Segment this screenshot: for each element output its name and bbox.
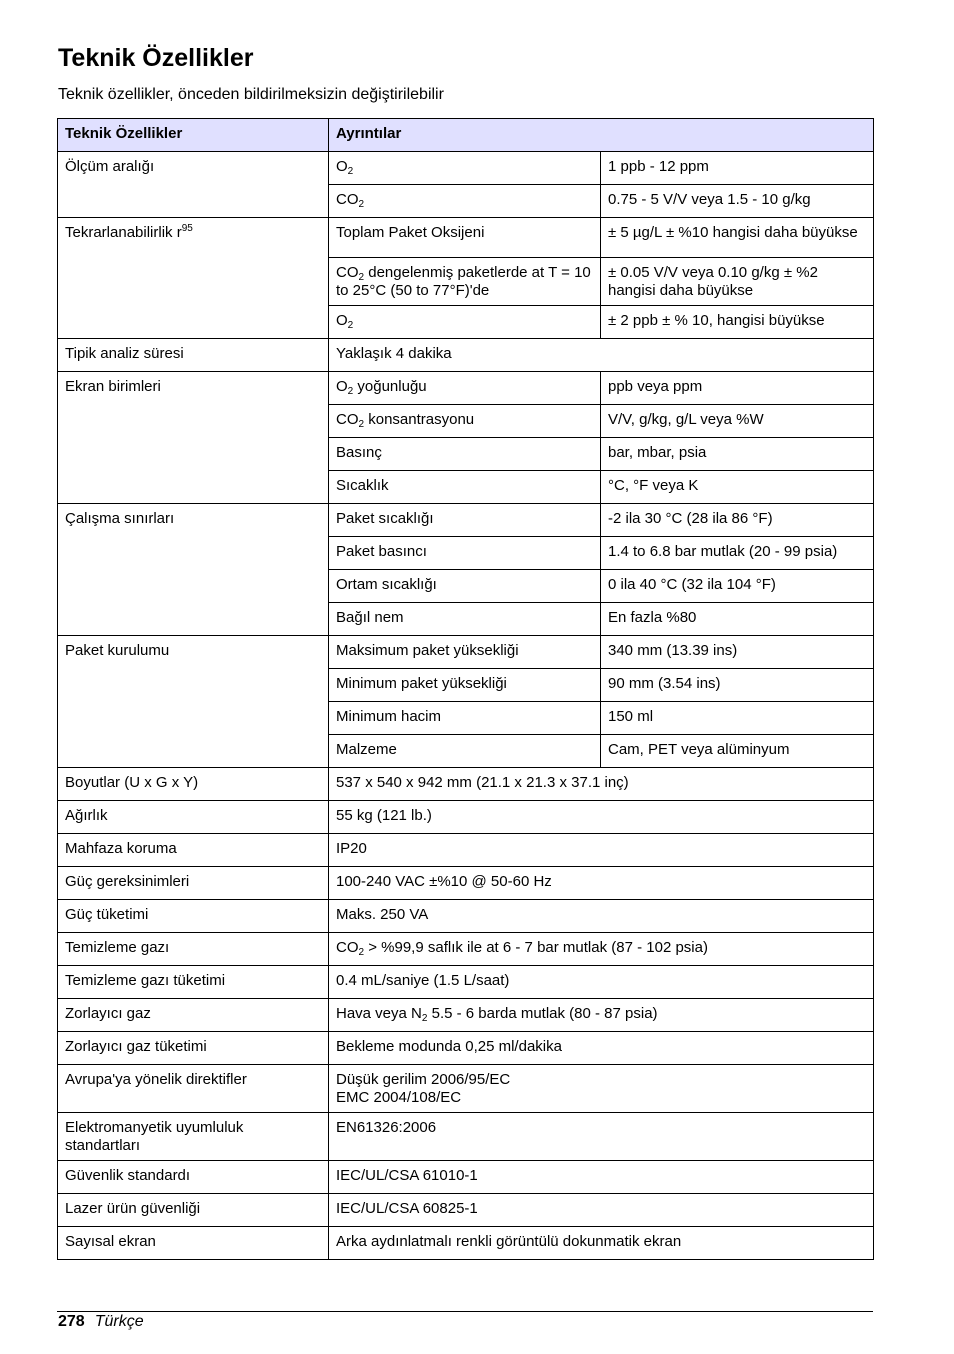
table-row [58, 339, 874, 372]
detail-cell: Paket basıncı [329, 537, 601, 570]
value-cell: IEC/UL/CSA 60825-1 [329, 1194, 874, 1227]
spec-cell: Çalışma sınırları [58, 504, 329, 636]
value-cell: ± 0.05 V/V veya 0.10 g/kg ± %2 hangisi daha büyükse [601, 258, 874, 306]
value-cell: ± 5 µg/L ± %10 hangisi daha büyükse [601, 218, 874, 258]
value-cell: bar, mbar, psia [601, 438, 874, 471]
page-footer [58, 1313, 144, 1331]
value-cell: $CO_2 > \%99,9$ saflık ile at 6 - 7 bar mutlak (87 - 102 psia) [329, 933, 874, 966]
value-cell: 150 ml [601, 702, 874, 735]
value-cell: °C, °F veya K [601, 471, 874, 504]
value-cell: Maks. 250 VA [329, 900, 874, 933]
spec-cell: Güç gereksinimleri [58, 867, 329, 900]
value-cell: ± 2 ppb ± % 10, hangisi büyükse [601, 306, 874, 339]
detail-cell: Basınç [329, 438, 601, 471]
spec-cell: Temizleme gazı tüketimi [58, 966, 329, 999]
table-row [58, 933, 874, 966]
page-title: Teknik Özellikler [58, 44, 254, 72]
table-header-row [58, 119, 874, 152]
table-row [58, 1032, 874, 1065]
table-row [58, 966, 874, 999]
value-cell: 1.4 to 6.8 bar mutlak (20 - 99 psia) [601, 537, 874, 570]
spec-cell: Güç tüketimi [58, 900, 329, 933]
table-row [58, 636, 874, 669]
spec-cell: Zorlayıcı gaz tüketimi [58, 1032, 329, 1065]
detail-cell: $O_2$ [329, 152, 601, 185]
value-cell: EN61326:2006 [329, 1113, 874, 1161]
detail-cell: $O_2$ [329, 306, 601, 339]
detail-cell: $O_2$ yoğunluğu [329, 372, 601, 405]
value-cell: -2 ila 30 °C (28 ila 86 °F) [601, 504, 874, 537]
table-row [58, 1227, 874, 1260]
table-row [58, 834, 874, 867]
page-number: 278 [58, 1313, 85, 1330]
detail-cell: Ortam sıcaklığı [329, 570, 601, 603]
value-cell: IEC/UL/CSA 61010-1 [329, 1161, 874, 1194]
spec-cell: Güvenlik standardı [58, 1161, 329, 1194]
spec-cell: Boyutlar (U x G x Y) [58, 768, 329, 801]
table-row [58, 900, 874, 933]
spec-cell: Zorlayıcı gaz [58, 999, 329, 1032]
spec-cell: Ölçüm aralığı [58, 152, 329, 218]
value-cell: ppb veya ppm [601, 372, 874, 405]
detail-cell: Minimum hacim [329, 702, 601, 735]
table-row [58, 504, 874, 537]
value-cell: 100-240 VAC ±%10 @ 50-60 Hz [329, 867, 874, 900]
detail-cell: Malzeme [329, 735, 601, 768]
footer-divider [57, 1311, 873, 1312]
detail-cell: Paket sıcaklığı [329, 504, 601, 537]
value-cell: En fazla %80 [601, 603, 874, 636]
table-row [58, 801, 874, 834]
value-cell: Düşük gerilim 2006/95/EC EMC 2004/108/EC [329, 1065, 874, 1113]
detail-cell: $CO_2$ konsantrasyonu [329, 405, 601, 438]
intro-text: Teknik özellikler, önceden bildirilmeksizin değiştirilebilir [58, 86, 444, 103]
table-row [58, 372, 874, 405]
spec-cell: Avrupa'ya yönelik direktifler [58, 1065, 329, 1113]
value-cell: 0 ila 40 °C (32 ila 104 °F) [601, 570, 874, 603]
table-row [58, 1161, 874, 1194]
detail-cell: Maksimum paket yüksekliği [329, 636, 601, 669]
value-cell: 537 x 540 x 942 mm (21.1 x 21.3 x 37.1 inç) [329, 768, 874, 801]
specifications-table [57, 118, 874, 1260]
spec-cell: Ekran birimleri [58, 372, 329, 504]
spec-cell: Sayısal ekran [58, 1227, 329, 1260]
detail-cell: Bağıl nem [329, 603, 601, 636]
table-row [58, 1113, 874, 1161]
table-row [58, 1194, 874, 1227]
detail-cell: Minimum paket yüksekliği [329, 669, 601, 702]
value-cell: 90 mm (3.54 ins) [601, 669, 874, 702]
table-row [58, 867, 874, 900]
detail-cell: $CO_2$ dengelenmiş paketlerde at T = 10 to 25°C (50 to 77°F)'de [329, 258, 601, 306]
detail-cell: $CO_2$ [329, 185, 601, 218]
spec-cell: Ağırlık [58, 801, 329, 834]
spec-cell: Mahfaza koruma [58, 834, 329, 867]
value-cell: 0.75 - 5 V/V veya 1.5 - 10 g/kg [601, 185, 874, 218]
value-cell: IP20 [329, 834, 874, 867]
value-cell: V/V, g/kg, g/L veya %W [601, 405, 874, 438]
header-specs: Teknik Özellikler [58, 119, 329, 152]
value-cell: Cam, PET veya alüminyum [601, 735, 874, 768]
value-cell: 0.4 mL/saniye (1.5 L/saat) [329, 966, 874, 999]
value-cell: Bekleme modunda 0,25 ml/dakika [329, 1032, 874, 1065]
table-row [58, 1065, 874, 1113]
table-row [58, 218, 874, 258]
table-row [58, 768, 874, 801]
table-row [58, 999, 874, 1032]
value-cell: 340 mm (13.39 ins) [601, 636, 874, 669]
value-cell: Yaklaşık 4 dakika [329, 339, 874, 372]
spec-cell: Lazer ürün güvenliği [58, 1194, 329, 1227]
footer-language: Türkçe [94, 1313, 144, 1330]
table-row [58, 152, 874, 185]
detail-cell: Toplam Paket Oksijeni [329, 218, 601, 258]
header-details: Ayrıntılar [329, 119, 874, 152]
spec-cell: Tekrarlanabilirlik $r^{95}$ [58, 218, 329, 339]
value-cell: Hava veya $N_2$ 5.5 - 6 barda mutlak (80 - 87 psia) [329, 999, 874, 1032]
spec-cell: Elektromanyetik uyumluluk standartları [58, 1113, 329, 1161]
value-cell: 1 ppb - 12 ppm [601, 152, 874, 185]
value-cell: 55 kg (121 lb.) [329, 801, 874, 834]
value-cell: Arka aydınlatmalı renkli görüntülü dokunmatik ekran [329, 1227, 874, 1260]
spec-cell: Temizleme gazı [58, 933, 329, 966]
spec-cell: Paket kurulumu [58, 636, 329, 768]
detail-cell: Sıcaklık [329, 471, 601, 504]
spec-cell: Tipik analiz süresi [58, 339, 329, 372]
